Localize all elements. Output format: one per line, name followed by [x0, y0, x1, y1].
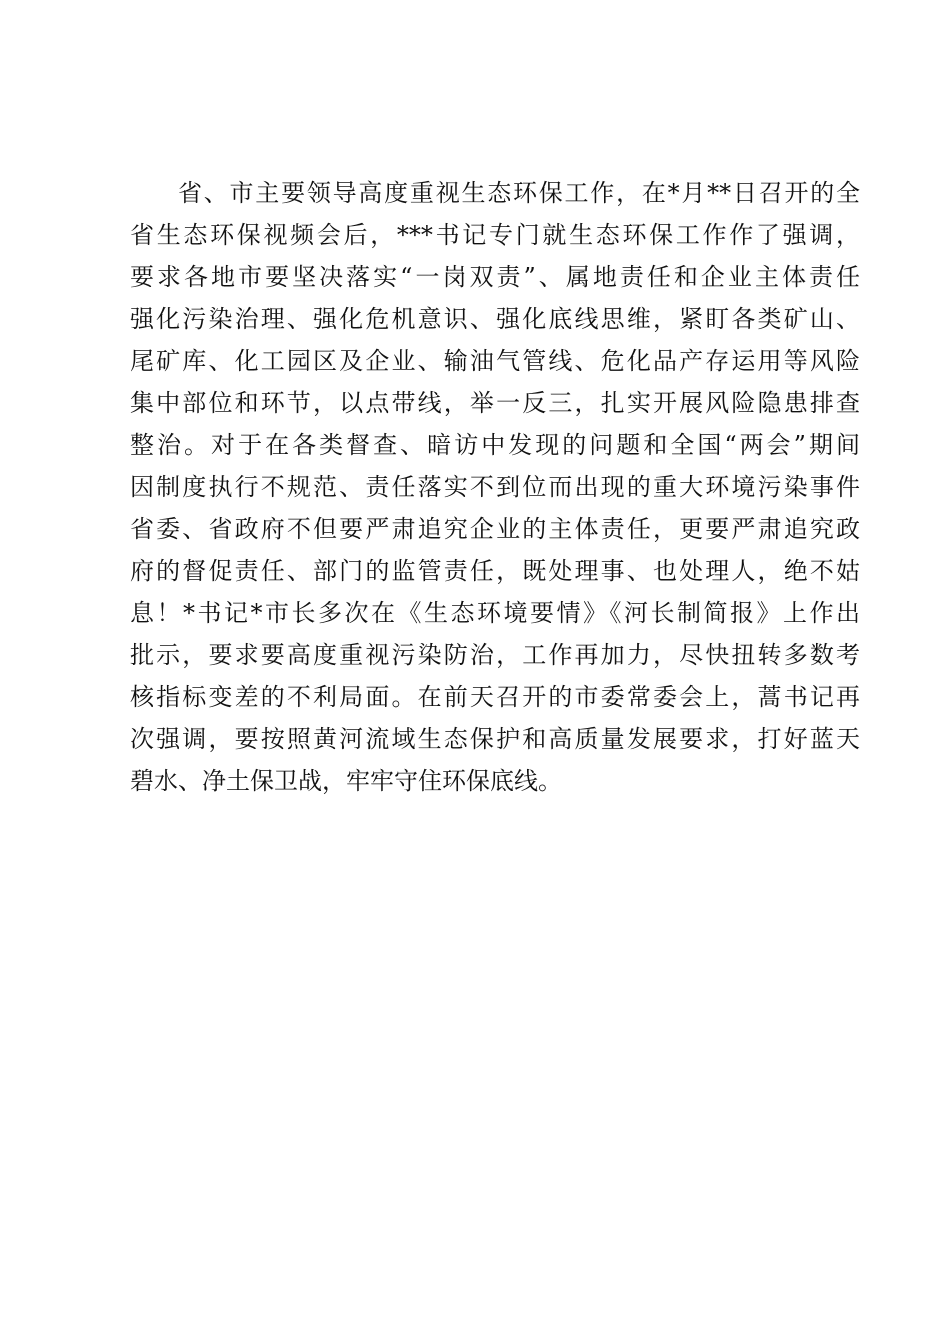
paragraph-line: 息！*书记*市长多次在《生态环境要情》《河长制简报》上作出	[130, 599, 860, 627]
paragraph-line: 省生态环保视频会后，***书记专门就生态环保工作作了强调，	[130, 221, 860, 249]
paragraph-line: 强化污染治理、强化危机意识、强化底线思维，紧盯各类矿山、	[130, 305, 860, 333]
paragraph-line: 省、市主要领导高度重视生态环保工作，在*月**日召开的全	[178, 179, 860, 207]
paragraph-line: 整治。对于在各类督查、暗访中发现的问题和全国“两会”期间	[130, 431, 860, 459]
paragraph-line: 碧水、净土保卫战，牢牢守住环保底线。	[130, 767, 562, 795]
body-paragraph	[130, 172, 860, 802]
paragraph-line: 尾矿库、化工园区及企业、输油气管线、危化品产存运用等风险	[130, 347, 860, 375]
paragraph-line: 集中部位和环节，以点带线，举一反三，扎实开展风险隐患排查	[130, 389, 860, 417]
paragraph-line: 府的督促责任、部门的监管责任，既处理事、也处理人，绝不姑	[130, 557, 860, 585]
paragraph-line: 次强调，要按照黄河流域生态保护和高质量发展要求，打好蓝天	[130, 725, 860, 753]
paragraph-line: 批示，要求要高度重视污染防治，工作再加力，尽快扭转多数考	[130, 641, 860, 669]
paragraph-line: 核指标变差的不利局面。在前天召开的市委常委会上，蒿书记再	[130, 683, 860, 711]
paragraph-line: 省委、省政府不但要严肃追究企业的主体责任，更要严肃追究政	[130, 515, 860, 543]
paragraph-line: 要求各地市要坚决落实“一岗双责”、属地责任和企业主体责任	[130, 263, 860, 291]
paragraph-line: 因制度执行不规范、责任落实不到位而出现的重大环境污染事件	[130, 473, 860, 501]
